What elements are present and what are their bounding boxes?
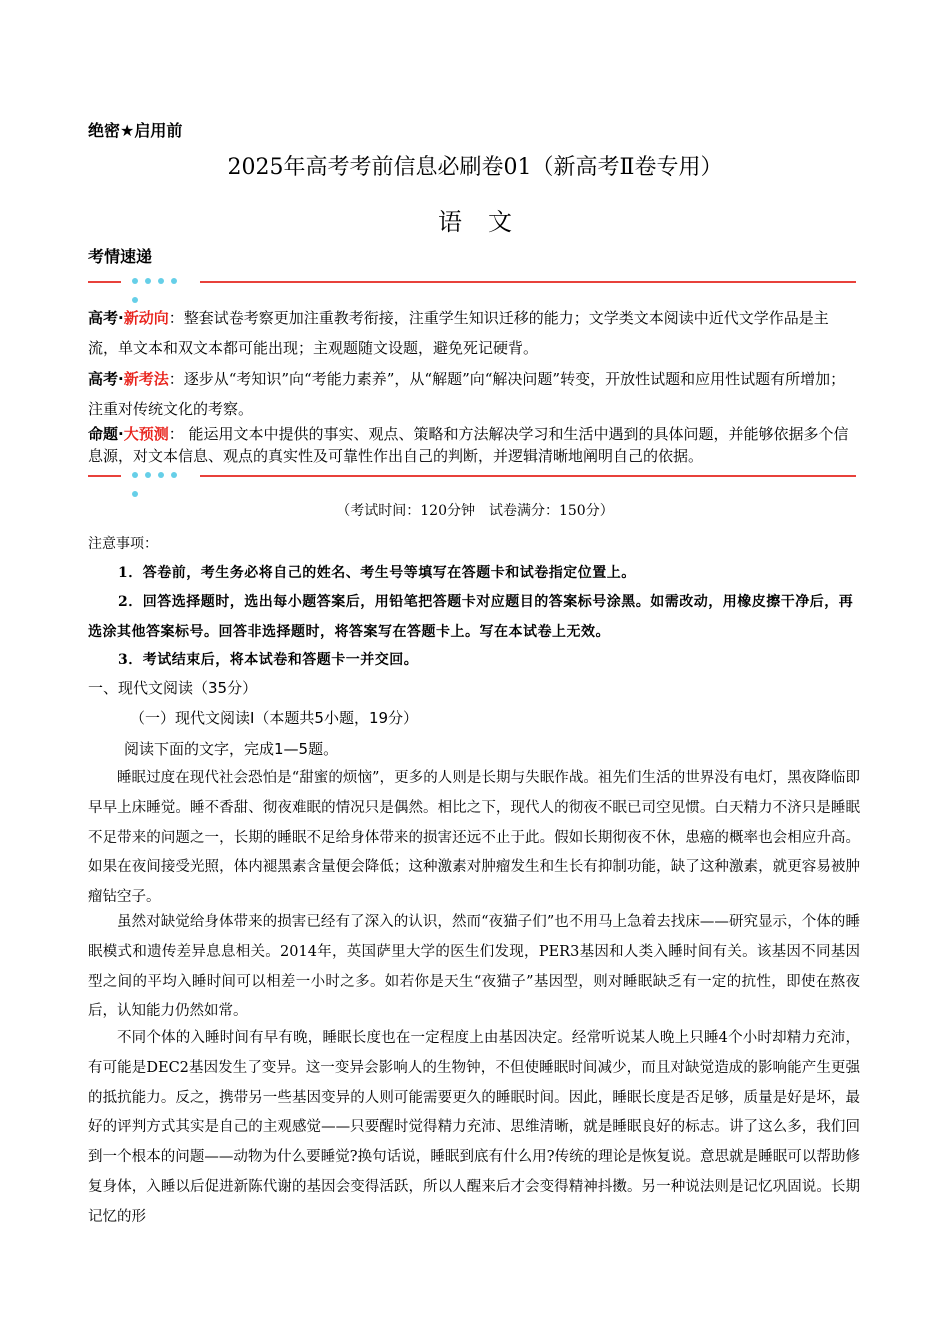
subsection-heading: （一）现代文阅读Ⅰ（本题共5小题，19分）	[130, 709, 419, 727]
section-heading: 一、现代文阅读（35分）	[88, 679, 258, 697]
kaoqing-item-predict	[88, 423, 858, 467]
kaoqing-text: ：整套试卷考察更加注重教考衔接，注重学生知识迁移的能力；文学类文本阅读中近代文学作品是主流，单文本和双文本都可能出现；主观题随文设题，避免死记硬背。	[88, 309, 829, 357]
passage-paragraph-1: 睡眠过度在现代社会恐怕是“甜蜜的烦恼”，更多的人则是长期与失眠作战。祖先们生活的世界没有电灯，黑夜降临即早早上床睡觉。睡不香甜、彻夜难眠的情况只是偶然。相比之下，现代人的彻夜不眠已司空见惯。白天精力不济只是睡眠不足带来的问题之一，长期的睡眠不足给身体带来的损害还远不止于此。假如长期彻夜不休，患癌的概率也会相应升高。如果在夜间接受光照，体内褪黑素含量便会降低；这种激素对肿瘤发生和生长有抑制功能，缺了这种激素，就更容易被肿瘤钻空子。	[88, 770, 860, 906]
passage-paragraph-3: 不同个体的入睡时间有早有晚，睡眠长度也在一定程度上由基因决定。经常听说某人晚上只睡4个小时却精力充沛，有可能是DEC2基因发生了变异。这一变异会影响人的生物钟，不但使睡眠时间减少，而且对缺觉造成的影响能产生更强的抵抗能力。反之，携带另一些基因变异的人则可能需要更久的睡眠时间。因此，睡眠长度是否足够，质量是好是坏，最好的评判方式其实是自己的主观感觉——只要醒时觉得精力充沛、思维清晰，就是睡眠良好的标志。讲了这么多，我们回到一个根本的问题——动物为什么要睡觉?换句话说，睡眠到底有什么用?传统的理论是恢复说。意思就是睡眠可以帮助修复身体，入睡以后促进新陈代谢的基因会变得活跃，所以人醒来后才会变得精神抖擞。另一种说法则是记忆巩固说。长期记忆的形	[88, 1030, 860, 1225]
dot-icon	[145, 278, 151, 284]
kaoqing-label: 命题·	[88, 425, 124, 443]
page-title: 2025年高考考前信息必刷卷01（新高考Ⅱ卷专用）	[227, 155, 723, 180]
subject-title: 语文	[438, 208, 538, 236]
divider-bottom	[88, 472, 858, 480]
divider-line	[200, 281, 856, 283]
notice-heading: 注意事项：	[88, 536, 158, 552]
passage-paragraph-2: 虽然对缺觉给身体带来的损害已经有了深入的认识，然而“夜猫子们”也不用马上急着去找床——研究显示，个体的睡眠模式和遗传差异息息相关。2014年，英国萨里大学的医生们发现，PER3基因和人类入睡时间有关。该基因不同基因型之间的平均入睡时间可以相差一小时之多。如若你是天生“夜猫子”基因型，则对睡眠缺乏有一定的抗性，即使在熬夜后，认知能力仍然如常。	[88, 914, 860, 1020]
divider-top	[88, 278, 858, 286]
dot-icon	[158, 278, 164, 284]
kaoqing-label: 高考·	[88, 370, 124, 388]
exam-time: （考试时间：120分钟 试卷满分：150分）	[336, 503, 614, 519]
dot-icon	[145, 472, 151, 478]
kaoqing-item-method	[88, 364, 858, 424]
divider-dots	[132, 278, 192, 286]
kaoqing-heading: 考情速递	[88, 247, 153, 266]
notice-item-2: 2．回答选择题时，选出每小题答案后，用铅笔把答题卡对应题目的答案标号涂黑。如需改动，用橡皮擦干净后，再选涂其他答案标号。回答非选择题时，将答案写在答题卡上。写在本试卷上无效。	[88, 594, 854, 640]
dot-icon	[132, 472, 138, 478]
confidential-mark: 绝密★启用前	[88, 121, 183, 140]
dot-icon	[171, 278, 177, 284]
notice-item-1: 1．答卷前，考生务必将自己的姓名、考生号等填写在答题卡和试卷指定位置上。	[118, 565, 636, 581]
kaoqing-label-highlight: 新考法	[123, 370, 169, 388]
kaoqing-text: ： 能运用文本中提供的事实、观点、策略和方法解决学习和生活中遇到的具体问题，并能够依据多个信息源，对文本信息、观点的真实性及可靠性作出自己的判断，并逻辑清晰地阐明自己的依据。	[88, 425, 849, 465]
dot-icon	[132, 278, 138, 284]
kaoqing-item-trend	[88, 303, 858, 363]
dot-icon	[171, 472, 177, 478]
divider-line	[88, 281, 121, 283]
kaoqing-text: ：逐步从“考知识”向“考能力素养”，从“解题”向“解决问题”转变，开放性试题和应用性试题有所增加；注重对传统文化的考察。	[88, 370, 846, 418]
dot-icon	[158, 472, 164, 478]
kaoqing-label-highlight: 新动向	[123, 309, 169, 327]
divider-line	[88, 475, 121, 477]
dot-icon	[132, 491, 138, 497]
kaoqing-label: 高考·	[88, 309, 124, 327]
reading-instruction: 阅读下面的文字，完成1—5题。	[124, 740, 339, 758]
kaoqing-label-highlight: 大预测	[123, 425, 169, 443]
divider-dots	[132, 472, 192, 480]
divider-line	[200, 475, 856, 477]
notice-item-3: 3．考试结束后，将本试卷和答题卡一并交回。	[118, 652, 419, 668]
